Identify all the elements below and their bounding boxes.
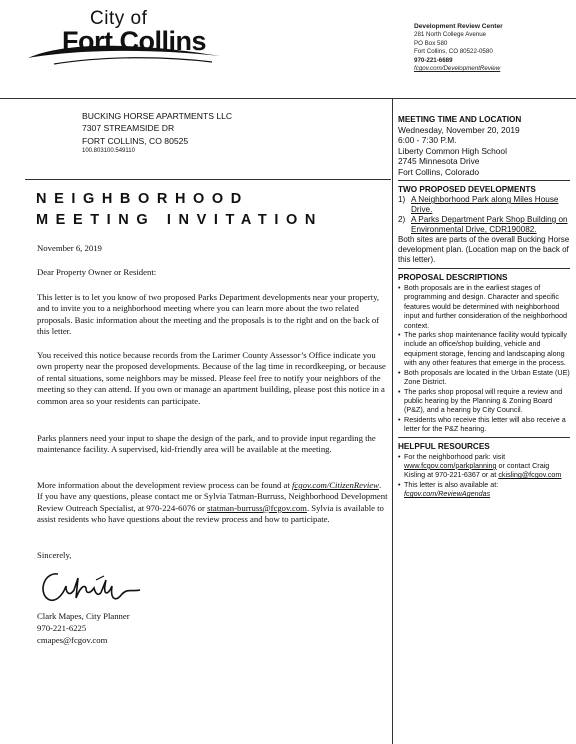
description-text: The parks shop maintenance facility would typically include an office/shop building, vehicle and equipment storage, fencing and landscaping along with any other features that emerge in the process. — [404, 330, 567, 368]
review-center-line3: Fort Collins, CO 80522-0580 — [414, 48, 493, 56]
bullet-icon: • — [398, 451, 401, 461]
bullet-icon: • — [398, 367, 401, 377]
title-line2: MEETING INVITATION — [36, 212, 323, 228]
signer-phone: 970-221-6225 — [37, 623, 87, 633]
signer-email-link[interactable]: cmapes@fcgov.com — [37, 635, 108, 645]
description-text: Both proposals are located in the Urban Estate (UE) Zone District. — [404, 367, 570, 387]
description-item — [398, 387, 570, 415]
letter-paragraph-2: You received this notice because records from the Larimer County Assessor’s Office indicate you own property near the proposed developments. Because of the lag time in recordkeeping, or because of rental situations, some neighbors may be missed. Please feel free to notify your neighbors of the meeting so they can attend. If you own or manage an apartment building, please post this notice in a common area so your residents can participate. — [37, 350, 386, 406]
review-center-line1: 281 North College Avenue — [414, 31, 487, 39]
description-text: Both proposals are in the earliest stages of programming and design. Character and specific features would be determined with neighborhood input and further consideration of the neighborhood context. — [404, 283, 568, 330]
resource-text-a: For the neighborhood park: visit — [404, 451, 506, 461]
developments-heading: TWO PROPOSED DEVELOPMENTS — [398, 185, 536, 195]
resource-item — [398, 452, 570, 480]
development-item — [398, 195, 570, 215]
description-item — [398, 415, 570, 434]
review-center-address — [414, 23, 503, 73]
meeting-place: Liberty Common High School — [398, 145, 507, 156]
p4-text-b: . If you have any questions, please contact me or Sylvia Tatman-Burruss, Neighborhood Development Review Outreach Specialist, at 970-224-6076 or — [37, 480, 388, 513]
resource-text-c: This letter is also available at: — [404, 479, 499, 489]
development-link[interactable]: A Parks Department Park Shop Building on Environmental Drive, CDR190082. — [411, 215, 568, 235]
bullet-icon: • — [398, 479, 401, 489]
bullet-icon: • — [398, 414, 401, 424]
logo-name-text: Fort Collins — [62, 26, 206, 56]
recipient-city: FORT COLLINS, CO 80525 — [82, 135, 189, 146]
resource-text-b: or contact Craig Kisling at 970-221-6367 or at — [404, 460, 550, 480]
bullet-icon: • — [398, 330, 401, 340]
resource-text — [404, 452, 570, 480]
page-title — [36, 189, 323, 231]
sidebar-divider-1 — [398, 180, 570, 181]
description-item — [398, 368, 570, 387]
resources-heading: HELPFUL RESOURCES — [398, 441, 490, 451]
sidebar-divider-3 — [398, 437, 570, 438]
resources-list — [398, 452, 570, 499]
p4-text-c: . Sylvia is available to assist residents who have questions about the review process and how to participate. — [37, 502, 384, 525]
citizen-review-link[interactable]: fcgov.com/CitizenReview — [292, 480, 379, 490]
letter-greeting: Dear Property Owner or Resident: — [37, 267, 157, 277]
review-center-title: Development Review Center — [414, 23, 503, 30]
logo-city-text: City of — [90, 8, 148, 29]
development-link[interactable]: A Neighborhood Park along Miles House Drive. — [411, 195, 559, 215]
city-logo — [24, 8, 224, 70]
recipient-parcel: 100.803100.549110 — [82, 148, 135, 155]
review-center-line2: PO Box 580 — [414, 39, 448, 47]
kisling-email-link[interactable]: ckisling@fcgov.com — [498, 470, 562, 480]
review-agendas-link[interactable]: fcgov.com/ReviewAgendas — [404, 489, 491, 499]
bullet-icon: • — [398, 283, 401, 293]
meeting-date: Wednesday, November 20, 2019 — [398, 125, 520, 135]
recipient-street: 7307 STREAMSIDE DR — [82, 123, 175, 134]
title-line1: NEIGHBORHOOD — [36, 191, 249, 207]
description-item — [398, 283, 570, 330]
letter-closing: Sincerely, — [37, 550, 72, 560]
letter-paragraph-1: This letter is to let you know of two proposed Parks Department developments near your property, and to invite you to a neighborhood meeting where you can learn more about the two related proposals. Basic information about the meeting and the proposals is to the right and on the back of this letter. — [37, 292, 380, 337]
outreach-email-link[interactable]: statman-burruss@fcgov.com — [207, 502, 307, 513]
recipient-name: BUCKING HORSE APARTMENTS LLC — [82, 111, 233, 121]
letter-paragraph-3: Parks planners need your input to shape the design of the park, and to provide input regarding the maintenance facility. A supervised, kid-friendly area will be available at the meeting. — [37, 433, 376, 455]
review-center-phone: 970-221-6689 — [414, 56, 453, 64]
developments-note: Both sites are parts of the overall Bucking Horse development plan. (Location map on the back of this letter). — [398, 235, 570, 265]
descriptions-list — [398, 283, 570, 434]
bullet-icon: • — [398, 386, 401, 396]
park-planning-link[interactable]: www.fcgov.com/parkplanning — [404, 460, 497, 470]
column-divider — [392, 99, 393, 744]
development-number: 2) — [398, 215, 406, 225]
meeting-heading: MEETING TIME AND LOCATION — [398, 115, 522, 124]
signature-image — [36, 566, 156, 608]
resource-text — [404, 480, 570, 499]
meeting-info — [398, 115, 570, 499]
header-divider — [0, 98, 576, 99]
sidebar-divider-2 — [398, 268, 570, 269]
resource-item — [398, 480, 570, 499]
letter-paragraph-4 — [37, 480, 389, 526]
description-item — [398, 330, 570, 368]
recipient-address — [82, 110, 232, 156]
review-center-link[interactable]: fcgov.com/DevelopmentReview — [414, 65, 501, 73]
letter-date: November 6, 2019 — [37, 243, 102, 253]
meeting-time: 6:00 - 7:30 P.M. — [398, 135, 457, 146]
description-text: The parks shop proposal will require a review and public hearing by the Planning & Zoning Board (P&Z), and a hearing by City Council. — [404, 386, 563, 415]
descriptions-heading: PROPOSAL DESCRIPTIONS — [398, 273, 508, 283]
meeting-street: 2745 Minnesota Drive — [398, 156, 480, 167]
developments-list — [398, 195, 570, 235]
title-divider — [25, 179, 391, 180]
description-text: Residents who receive this letter will also receive a letter for the P&Z hearing. — [404, 414, 566, 434]
p4-text-a: More information about the development review process can be found at — [37, 480, 292, 490]
development-number: 1) — [398, 195, 406, 205]
meeting-city: Fort Collins, Colorado — [398, 166, 479, 177]
signer-name: Clark Mapes, City Planner — [37, 611, 130, 621]
development-item — [398, 215, 570, 235]
